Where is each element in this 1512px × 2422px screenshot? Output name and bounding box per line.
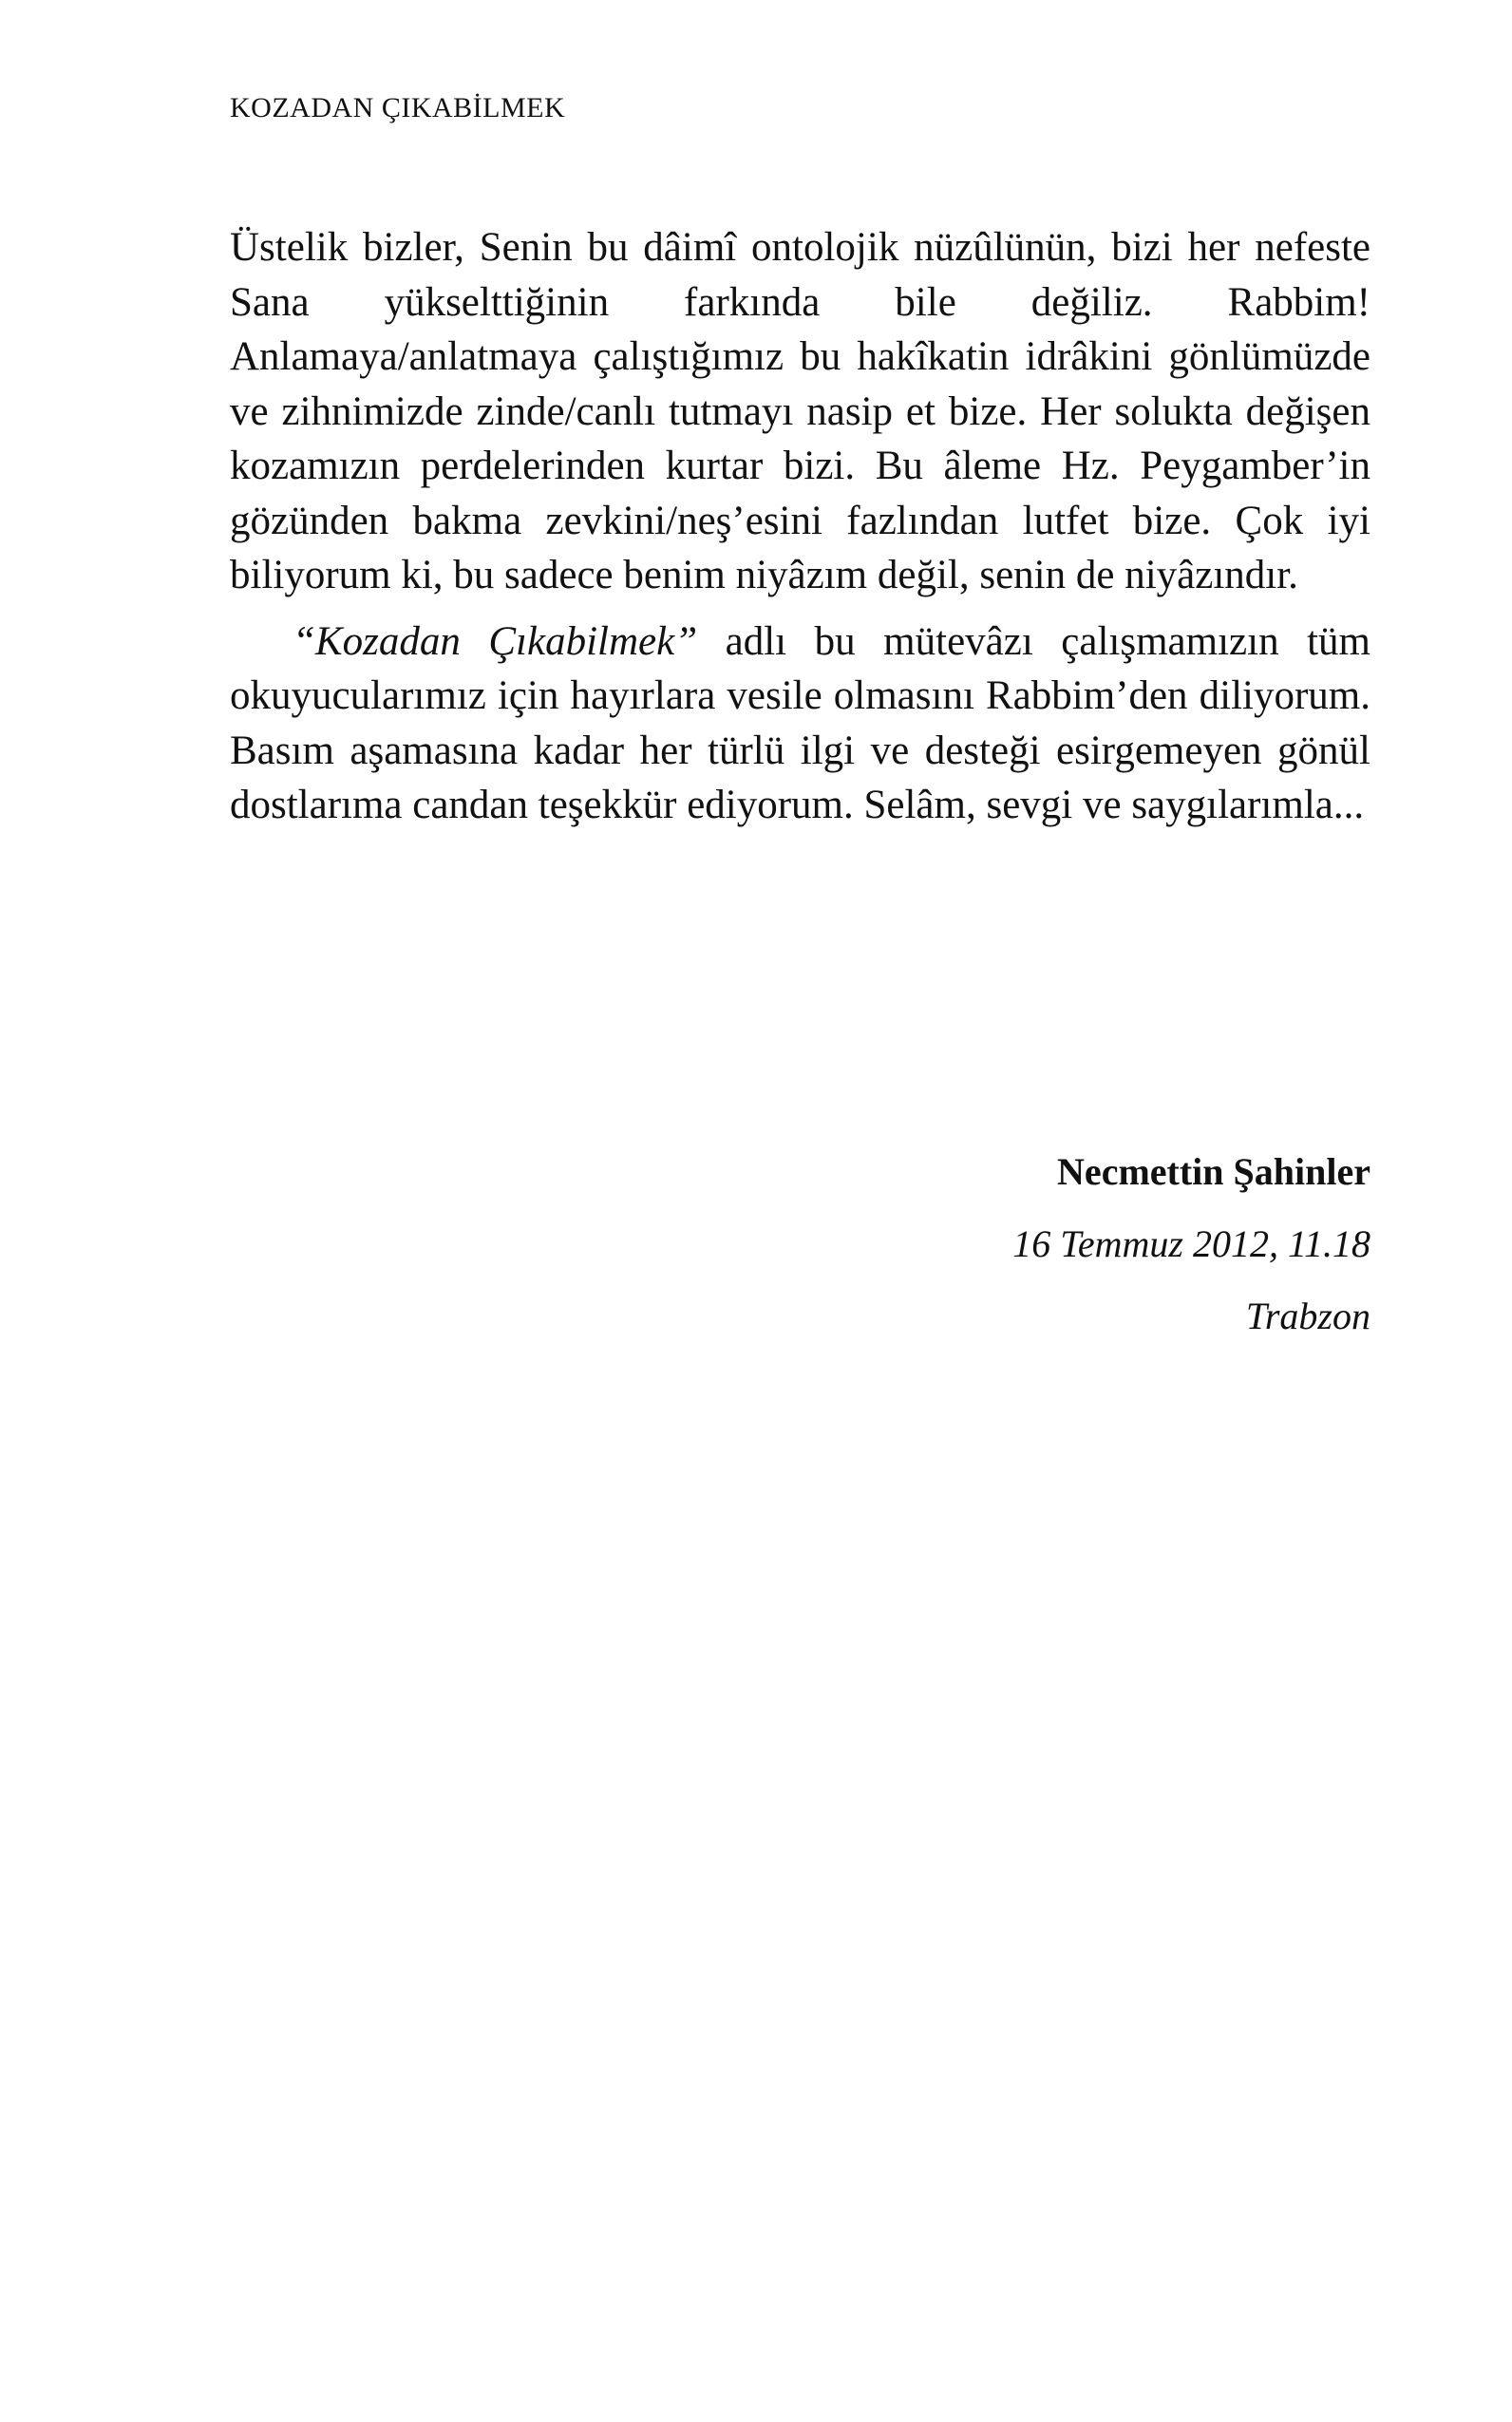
paragraph-2-text: adlı bu mütevâzı çalışmamızın tüm okuyucularımız için hayırlara vesile olmasını Rabbim’den diliyorum. Basım aşamasına kadar her türlü ilgi ve desteği esirgemeyen gönül dostlarıma candan teşekkür ediyorum. Selâm, sevgi ve saygılarımla... [230, 618, 1370, 827]
author-name: Necmettin Şahinler [1057, 1150, 1370, 1193]
paragraph-2 [230, 615, 1370, 833]
body-text [230, 220, 1370, 844]
running-header: KOZADAN ÇIKABİLMEK [230, 92, 566, 123]
signature-place: Trabzon [1245, 1295, 1370, 1337]
signature-block [1012, 1136, 1370, 1353]
signature-date: 16 Temmuz 2012, 11.18 [1012, 1222, 1370, 1265]
paragraph-1: Üstelik bizler, Senin bu dâimî ontolojik nüzûlünün, bizi her nefeste Sana yükselttiğinin farkında bile değiliz. Rabbim! Anlamaya/anlatmaya çalıştığımız bu hakîkatin idrâkini gönlümüzde ve zihnimizde zinde/canlı tutmayı nasip et bize. Her solukta değişen kozamızın perdelerinden kurtar bizi. Bu âleme Hz. Peygamber’in gözünden bakma zevkini/neş’esini fazlından lutfet bize. Çok iyi biliyorum ki, bu sadece benim niyâzım değil, senin de niyâzındır. [230, 225, 1370, 597]
book-title-reference: “Kozadan Çıkabilmek” [293, 618, 698, 664]
